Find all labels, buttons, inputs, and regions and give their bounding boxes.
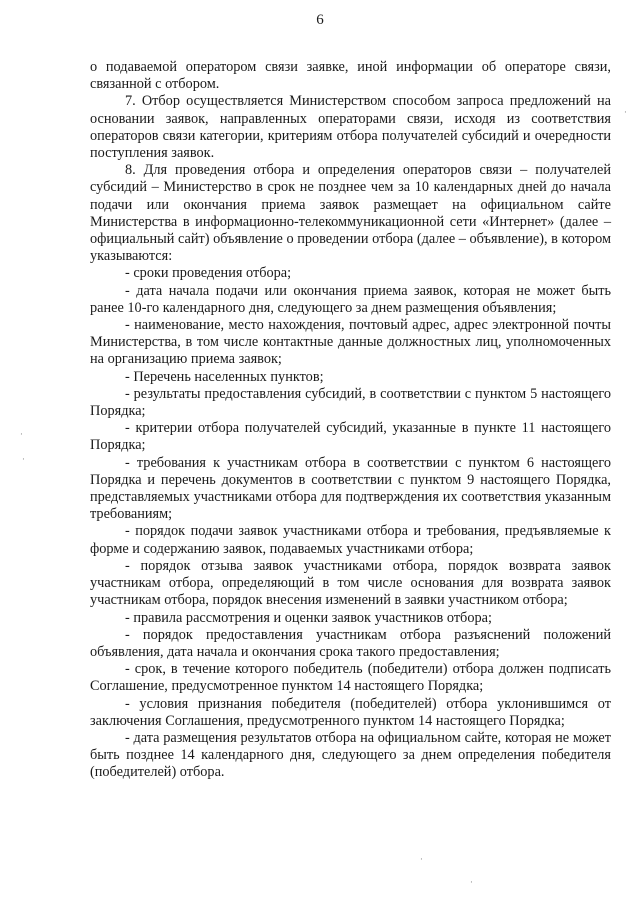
list-item: - дата размещения результатов отбора на официальном сайте, которая не может быть позднее 14 календарного дня, следующего за днем определения победителя (победителей) отбора. [90, 729, 611, 781]
paragraph-8: 8. Для проведения отбора и определения операторов связи – получателей субсидий – Министерство в срок не позднее чем за 10 календарных дней до начала подачи или окончания приема заявок размещает на официальном сайте Министерства в информационно-телекоммуникационной сети «Интернет» (далее – официальный сайт) объявление о проведении отбора (далее – объявление), в котором указываются: [90, 162, 611, 265]
list-item: - критерии отбора получателей субсидий, указанные в пункте 11 настоящего Порядка; [90, 420, 611, 454]
page-number: 6 [316, 12, 324, 28]
list-item: - требования к участникам отбора в соответствии с пунктом 6 настоящего Порядка и перечень документов в соответствии с пунктом 9 настоящего Порядка, представляемых участниками отбора для подтверждения их соответствия указанным требованиям; [90, 454, 611, 523]
paragraph-continuation: о подаваемой оператором связи заявке, иной информации об операторе связи, связанной с отбором. [90, 59, 611, 93]
scan-speck: · [22, 455, 25, 465]
scan-speck: · [624, 108, 627, 118]
scan-speck: · [420, 855, 423, 865]
list-item: - Перечень населенных пунктов; [125, 368, 324, 385]
list-item: - правила рассмотрения и оценки заявок участников отбора; [125, 609, 492, 626]
scan-speck: · [470, 878, 473, 888]
list-item: - результаты предоставления субсидий, в соответствии с пунктом 5 настоящего Порядка; [90, 385, 611, 420]
paragraph-7: 7. Отбор осуществляется Министерством способом запроса предложений на основании заявок, направленных операторами связи, исходя из соответствия операторов связи категории, критериям отбора получателей субсидий и очередности поступления заявок. [90, 93, 611, 162]
list-item: - порядок подачи заявок участниками отбора и требования, предъявляемые к форме и содержанию заявок, подаваемых участниками отбора; [90, 523, 611, 557]
document-body [90, 59, 611, 782]
list-item: - сроки проведения отбора; [125, 265, 292, 282]
list-item: - порядок предоставления участникам отбора разъяснений положений объявления, дата начала и окончания срока такого предоставления; [90, 626, 611, 660]
list-item: - порядок отзыва заявок участниками отбора, порядок возврата заявок участникам отбора, определяющий в том числе основания для возврата заявок участникам отбора, порядок внесения изменений в заявки участником отбора; [90, 557, 611, 609]
list-item: - условия признания победителя (победителей) отбора уклонившимся от заключения Соглашения, предусмотренного пунктом 14 настоящего Порядка; [90, 695, 611, 729]
scan-speck: · [20, 430, 23, 440]
list-item: - дата начала подачи или окончания приема заявок, которая не может быть ранее 10-го календарного дня, следующего за днем размещения объявления; [90, 282, 611, 316]
list-item: - срок, в течение которого победитель (победители) отбора должен подписать Соглашение, предусмотренное пунктом 14 настоящего Порядка; [90, 661, 611, 695]
list-item: - наименование, место нахождения, почтовый адрес, адрес электронной почты Министерства, в том числе контактные данные должностных лиц, уполномоченных на организацию приема заявок; [90, 317, 611, 368]
